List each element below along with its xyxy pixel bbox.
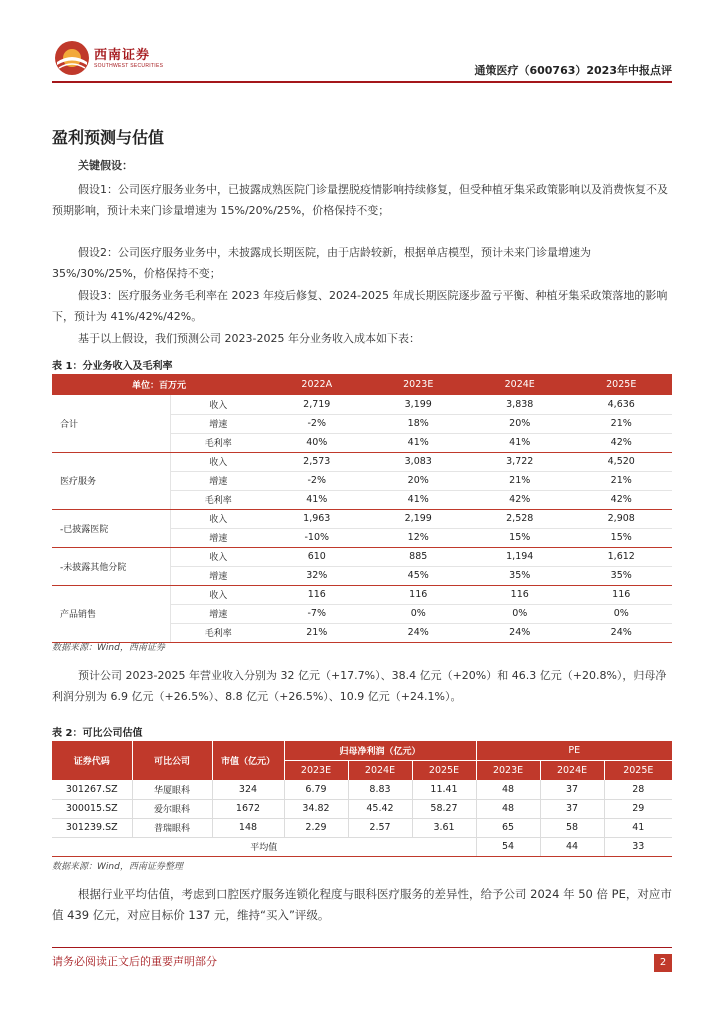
cell: 12% [368, 528, 469, 547]
table-row [52, 780, 672, 799]
cell: 58 [540, 818, 604, 837]
metric-label: 增速 [170, 566, 266, 585]
col-year: 2023E [476, 761, 540, 781]
cell: 41% [368, 433, 469, 452]
cell: 35% [570, 566, 672, 585]
cell: -2% [266, 471, 367, 490]
cell: 116 [570, 585, 672, 604]
cell: 32% [266, 566, 367, 585]
table2-caption: 表 2：可比公司估值 [52, 728, 143, 739]
logo-english-text: SOUTHWEST SECURITIES [94, 63, 164, 69]
cell: 41% [368, 490, 469, 509]
cell: 885 [368, 547, 469, 566]
cell: 41% [469, 433, 570, 452]
assumption-3: 假设3：医疗服务业务毛利率在 2023 年疫后修复、2024-2025 年成长期医院逐步盈亏平衡、种植牙集采政策落地的影响下，预计为 41%/42%/42%。 [52, 289, 668, 323]
cell: 54 [476, 837, 540, 856]
group-label: -已披露医院 [52, 509, 170, 547]
col-company: 可比公司 [132, 741, 212, 780]
cell: 15% [570, 528, 672, 547]
cell: 301267.SZ [52, 780, 132, 799]
cell: 40% [266, 433, 367, 452]
col-net-profit: 归母净利润（亿元） [284, 741, 476, 761]
cell: 42% [469, 490, 570, 509]
cell: 41% [266, 490, 367, 509]
cell: 3,838 [469, 395, 570, 414]
metric-label: 收入 [170, 585, 266, 604]
metric-label: 收入 [170, 509, 266, 528]
table-intro: 基于以上假设，我们预测公司 2023-2025 年分业务收入成本如下表： [78, 332, 420, 345]
cell: 33 [604, 837, 672, 856]
metric-label: 收入 [170, 395, 266, 414]
cell: 24% [570, 623, 672, 642]
table-row [52, 395, 672, 414]
valuation-paragraph: 根据行业平均估值，考虑到口腔医疗服务连锁化程度与眼科医疗服务的差异性，给予公司 2024 年 50 倍 PE，对应市值 439 亿元，对应目标价 137 元，维持“买入”评级。 [52, 887, 672, 922]
group-label: -未披露其他分院 [52, 547, 170, 585]
cell: 3,722 [469, 452, 570, 471]
cell: 116 [368, 585, 469, 604]
average-row [52, 837, 672, 856]
cell: 44 [540, 837, 604, 856]
cell: 29 [604, 799, 672, 818]
comparable-valuation-table [52, 741, 672, 857]
table1-year: 2024E [469, 374, 570, 395]
cell: 45.42 [348, 799, 412, 818]
table-row [52, 818, 672, 837]
segment-revenue-table [52, 374, 672, 643]
company-logo [52, 38, 182, 82]
group-label: 医疗服务 [52, 452, 170, 509]
cell: 21% [570, 414, 672, 433]
cell: 20% [368, 471, 469, 490]
cell: 3,199 [368, 395, 469, 414]
cell: 0% [469, 604, 570, 623]
cell: 610 [266, 547, 367, 566]
logo-chinese-text: 西南证券 [94, 48, 151, 63]
cell: 300015.SZ [52, 799, 132, 818]
cell: 0% [570, 604, 672, 623]
cell: 爱尔眼科 [132, 799, 212, 818]
col-pe: PE [476, 741, 672, 761]
cell: 2.29 [284, 818, 348, 837]
assumption-2: 假设2：公司医疗服务业务中，未披露成长期医院，由于店龄较新，根据单店模型，预计未来门诊量增速为 35%/30%/25%，价格保持不变； [52, 246, 591, 280]
logo-emblem-icon [52, 38, 92, 78]
table1-source: 数据来源：Wind，西南证券 [52, 643, 165, 653]
cell: 58.27 [412, 799, 476, 818]
assumption-1: 假设1：公司医疗服务业务中，已披露成熟医院门诊量摆脱疫情影响持续修复，但受种植牙集采政策影响以及消费恢复不及预期影响，预计未来门诊量增速为 15%/20%/25%，价格保持不变； [52, 183, 668, 217]
cell: 11.41 [412, 780, 476, 799]
cell: 3,083 [368, 452, 469, 471]
table2-header-row [52, 741, 672, 761]
col-year: 2025E [412, 761, 476, 781]
cell: 116 [266, 585, 367, 604]
table-row [52, 509, 672, 528]
metric-label: 收入 [170, 452, 266, 471]
col-year: 2023E [284, 761, 348, 781]
metric-label: 毛利率 [170, 623, 266, 642]
table1-caption: 表 1：分业务收入及毛利率 [52, 361, 173, 372]
cell: 18% [368, 414, 469, 433]
report-title: 通策医疗（600763）2023年中报点评 [474, 64, 672, 77]
metric-label: 增速 [170, 471, 266, 490]
cell: 37 [540, 799, 604, 818]
forecast-paragraph: 预计公司 2023-2025 年营业收入分别为 32 亿元（+17.7%）、38.4 亿元（+20%）和 46.3 亿元（+20.8%），归母净利润分别为 6.9 亿元（+26.5%）、8.8 亿元（+26.5%）、10.9 亿元（+24.1%）。 [52, 669, 667, 703]
cell: 4,636 [570, 395, 672, 414]
cell: -7% [266, 604, 367, 623]
metric-label: 增速 [170, 528, 266, 547]
cell: 21% [469, 471, 570, 490]
table2-source: 数据来源：Wind，西南证券整理 [52, 862, 183, 872]
cell: 6.79 [284, 780, 348, 799]
average-label: 平均值 [52, 837, 476, 856]
footer-disclaimer: 请务必阅读正文后的重要声明部分 [52, 955, 217, 968]
cell: 42% [570, 490, 672, 509]
cell: 37 [540, 780, 604, 799]
cell: 35% [469, 566, 570, 585]
header-divider [52, 81, 672, 83]
cell: 21% [570, 471, 672, 490]
footer-divider [52, 947, 672, 948]
cell: 34.82 [284, 799, 348, 818]
cell: 301239.SZ [52, 818, 132, 837]
cell: 324 [212, 780, 284, 799]
cell: -2% [266, 414, 367, 433]
metric-label: 增速 [170, 604, 266, 623]
section-title: 盈利预测与估值 [52, 128, 165, 147]
table1-header-row [52, 374, 672, 395]
metric-label: 毛利率 [170, 433, 266, 452]
cell: 24% [368, 623, 469, 642]
cell: 148 [212, 818, 284, 837]
cell: 21% [266, 623, 367, 642]
table1-year: 2023E [368, 374, 469, 395]
cell: 1,612 [570, 547, 672, 566]
cell: 2,908 [570, 509, 672, 528]
table-row [52, 452, 672, 471]
cell: 1,194 [469, 547, 570, 566]
cell: 116 [469, 585, 570, 604]
col-year: 2024E [348, 761, 412, 781]
cell: 4,520 [570, 452, 672, 471]
cell: 28 [604, 780, 672, 799]
cell: 15% [469, 528, 570, 547]
cell: 2,573 [266, 452, 367, 471]
page-number: 2 [654, 954, 672, 972]
cell: 1672 [212, 799, 284, 818]
table1-year: 2022A [266, 374, 367, 395]
cell: 42% [570, 433, 672, 452]
cell: 华厦眼科 [132, 780, 212, 799]
cell: 45% [368, 566, 469, 585]
cell: 2,719 [266, 395, 367, 414]
cell: 20% [469, 414, 570, 433]
col-market-cap: 市值（亿元） [212, 741, 284, 780]
metric-label: 增速 [170, 414, 266, 433]
cell: 48 [476, 799, 540, 818]
cell: 2.57 [348, 818, 412, 837]
cell: 1,963 [266, 509, 367, 528]
table-row [52, 547, 672, 566]
cell: 24% [469, 623, 570, 642]
key-assumptions-heading: 关键假设： [78, 159, 133, 172]
cell: 2,199 [368, 509, 469, 528]
cell: 65 [476, 818, 540, 837]
cell: 0% [368, 604, 469, 623]
group-label: 合计 [52, 395, 170, 452]
table1-unit-label: 单位：百万元 [52, 374, 266, 395]
cell: 8.83 [348, 780, 412, 799]
metric-label: 毛利率 [170, 490, 266, 509]
cell: 2,528 [469, 509, 570, 528]
table-row [52, 799, 672, 818]
table1-year: 2025E [570, 374, 672, 395]
cell: 41 [604, 818, 672, 837]
cell: -10% [266, 528, 367, 547]
col-code: 证券代码 [52, 741, 132, 780]
table-row [52, 585, 672, 604]
cell: 3.61 [412, 818, 476, 837]
metric-label: 收入 [170, 547, 266, 566]
col-year: 2024E [540, 761, 604, 781]
group-label: 产品销售 [52, 585, 170, 642]
cell: 48 [476, 780, 540, 799]
cell: 普瑞眼科 [132, 818, 212, 837]
col-year: 2025E [604, 761, 672, 781]
